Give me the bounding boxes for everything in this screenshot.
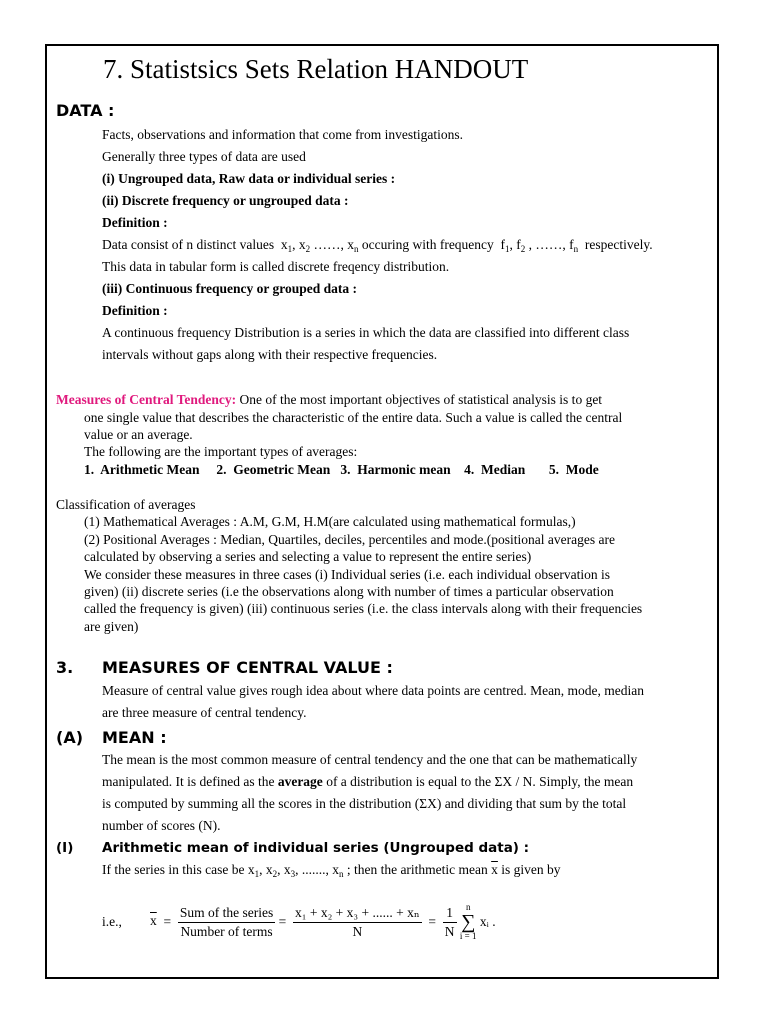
section-3-number: 3. [56,658,74,677]
central-value-line-2: are three measure of central tendency. [102,705,307,720]
data-type-3: (iii) Continuous frequency or grouped data : [102,281,358,296]
central-tendency-line-2: one single value that describes the characteristic of the entire data. Such a value is called the central [84,410,623,425]
data-type-1: (i) Ungrouped data, Raw data or individual series : [102,171,396,186]
central-tendency-line-3: value or an average. [84,427,193,442]
fraction-sum-over-terms: $\frac{\text{Sum of the series}}{\text{Number of terms}}$ [179,904,274,939]
classification-line-4: We consider these measures in three cases (i) Individual series (i.e. each individual observation is [84,567,610,582]
summation-symbol: n ∑ i = 1 [459,902,477,941]
central-tendency-label: Measures of Central Tendency: [56,392,237,407]
page-title: 7. Statistsics Sets Relation HANDOUT [103,54,529,84]
arithmetic-label: (I) [56,840,74,856]
classification-heading: Classification of averages [56,497,196,512]
arithmetic-line-1: If the series in this case be $x_1$, $x_2$, $x_3$, ......., $x_n$ ; then the arithmetic mean $\overline{x}$ is given by [102,862,561,879]
ie-label: i.e., [102,914,122,929]
mean-heading: MEAN : [102,728,167,747]
mean-formula: $\overline{x}$ = $\frac{\text{Sum of the series}}{\text{Number of terms}}$ = $\frac{\text{x₁ + x₂ + x₃ + ...... + xₙ}}{N}$ = $\frac{1}{N}$ n ∑ i = 1 xᵢ . [150,902,496,941]
mean-label: (A) [56,728,84,747]
central-tendency-line-4: The following are the important types of averages: [84,444,358,459]
definition-1-line-2: This data in tabular form is called discrete freqency distribution. [102,259,450,274]
definition-2-line-1: A continuous frequency Distribution is a series in which the data are classified into different class [102,325,630,340]
formula-x-bar: $\overline{x}$ [150,913,157,929]
definition-label-1: Definition : [102,215,168,230]
central-value-line-1: Measure of central value gives rough idea about where data points are centred. Mean, mode, median [102,683,645,698]
classification-line-3: calculated by observing a series and selecting a value to represent the entire series) [84,549,532,564]
central-tendency-line-1: Measures of Central Tendency: One of the most important objectives of statistical analysis is to get [56,392,603,407]
mean-line-2: manipulated. It is defined as the average of a distribution is equal to the ΣX / N. Simply, the mean [102,774,634,789]
mean-line-3: is computed by summing all the scores in the distribution (ΣX) and dividing that sum by the total [102,796,627,811]
x-bar-symbol: $\overline{x}$ [491,862,498,877]
mean-line-1: The mean is the most common measure of central tendency and the one that can be mathematically [102,752,638,767]
x-values-formula: $x_1$, $x_2$ ……, $x_n$ [280,237,359,254]
central-value-heading: MEASURES OF CENTRAL VALUE : [102,658,393,677]
average-types-list: 1. Arithmetic Mean 2. Geometric Mean 3. Harmonic mean 4. Median 5. Mode [84,462,599,477]
mean-line-4: number of scores (N). [102,818,221,833]
classification-line-2: (2) Positional Averages : Median, Quartiles, deciles, percentiles and mode.(positional averages are [84,532,615,547]
data-heading: DATA : [56,101,115,120]
data-line-2: Generally three types of data are used [102,149,306,164]
frequency-formula: $f_1$, $f_2$ , ……, $f_n$ [500,237,579,254]
definition-2-line-2: intervals without gaps along with their respective frequencies. [102,347,438,362]
classification-line-5: given) (ii) discrete series (i.e the observations along with number of times a particular observation [84,584,614,599]
classification-line-7: are given) [84,619,139,634]
data-type-2: (ii) Discrete frequency or ungrouped data : [102,193,349,208]
fraction-one-over-n: $\frac{1}{N}$ [444,904,455,939]
fraction-sum-values-over-n: $\frac{\text{x₁ + x₂ + x₃ + ...... + xₙ}}{N}$ [295,904,420,939]
arithmetic-heading: Arithmetic mean of individual series (Ungrouped data) : [102,840,530,856]
series-formula: $x_1$, $x_2$, $x_3$, ......., $x_n$ [247,862,344,879]
classification-line-1: (1) Mathematical Averages : A.M, G.M, H.M(are calculated using mathematical formulas,) [84,514,576,529]
definition-1-line-1: Data consist of n distinct values $x_1$, $x_2$ ……, $x_n$ occuring with frequency $f_1$, $f_2$ , ……, $f_n$ respectively. [102,237,653,254]
definition-label-2: Definition : [102,303,168,318]
data-line-1: Facts, observations and information that come from investigations. [102,127,464,142]
classification-line-6: called the frequency is given) (iii) continuous series (i.e. the class intervals along with their frequencies [84,601,643,616]
